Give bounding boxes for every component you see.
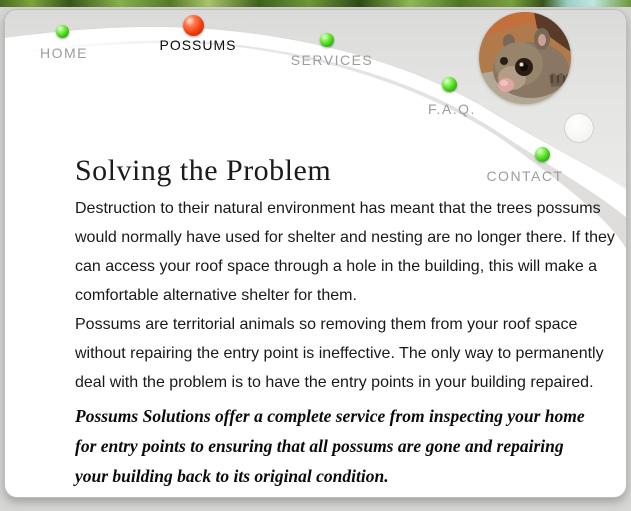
paragraph2-line: without repairing the entry point is ineffective. The only way to permanently <box>75 345 604 362</box>
paragraph1-line: would normally have used for shelter and nesting are no longer there. If they <box>75 229 615 246</box>
callout-line: Possums Solutions offer a complete service from inspecting your home <box>75 406 585 426</box>
callout-line: your building back to its original condition. <box>75 466 389 486</box>
possum-illustration <box>479 12 571 104</box>
paragraph2-line: deal with the problem is to have the entry points in your building repaired. <box>75 374 594 391</box>
callout-paragraph <box>75 401 615 491</box>
nav-item-contact[interactable]: CONTACT <box>486 168 564 184</box>
callout-line: for entry points to ensuring that all possums are gone and repairing <box>75 436 564 456</box>
paragraph1-line: Destruction to their natural environment has meant that the trees possums <box>75 200 601 217</box>
nav-item-faq[interactable]: F.A.Q. <box>428 101 476 117</box>
home-nav-dot-icon[interactable] <box>56 25 69 38</box>
body-text <box>75 194 615 491</box>
content-card <box>4 9 627 498</box>
paragraph1-line: comfortable alternative shelter for them. <box>75 287 357 304</box>
possums-nav-dot-icon[interactable] <box>183 15 204 36</box>
nav-item-home[interactable]: HOME <box>40 45 88 61</box>
foliage-strip <box>0 0 631 7</box>
decorative-circle <box>564 113 594 143</box>
nav-item-possums[interactable]: POSSUMS <box>159 37 237 53</box>
page-title: Solving the Problem <box>75 154 332 187</box>
paragraph2-line: Possums are territorial animals so removing them from your roof space <box>75 316 578 333</box>
faq-nav-dot-icon[interactable] <box>442 77 457 92</box>
services-nav-dot-icon[interactable] <box>320 33 334 47</box>
paragraph1-line: can access your roof space through a hole in the building, this will make a <box>75 258 598 275</box>
possum-photo <box>479 12 571 104</box>
contact-nav-dot-icon[interactable] <box>535 147 550 162</box>
nav-item-services[interactable]: SERVICES <box>290 52 374 68</box>
